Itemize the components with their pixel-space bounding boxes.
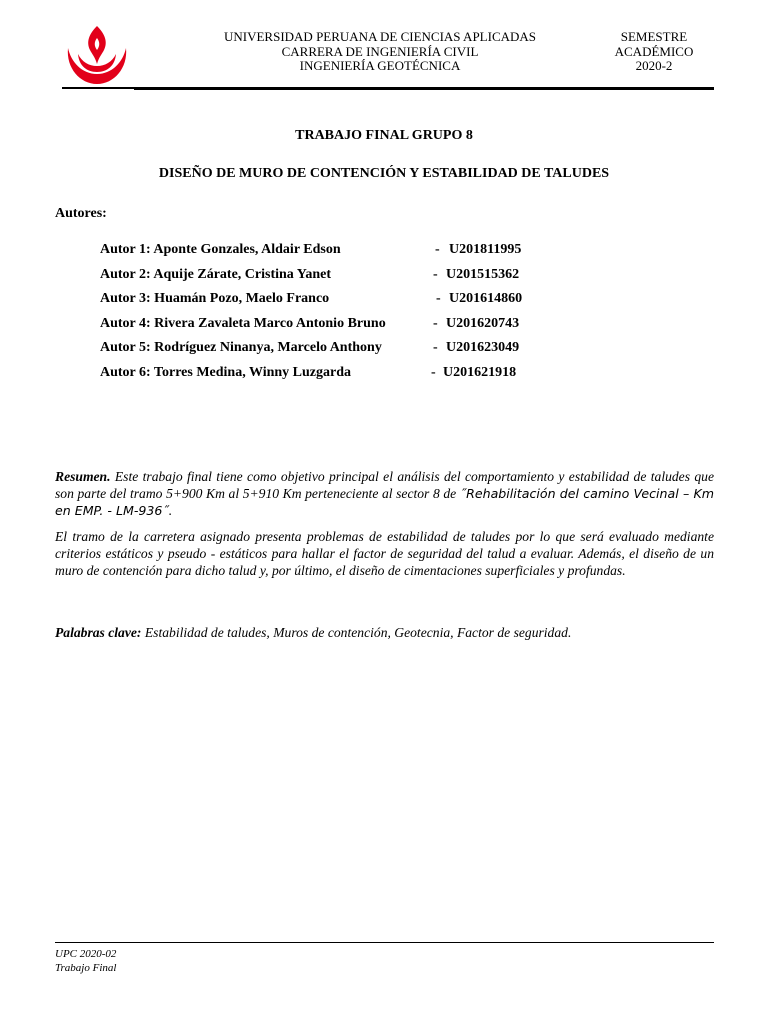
abstract-label: Resumen. xyxy=(55,469,111,484)
author-name: Autor 6: Torres Medina, Winny Luzgarda xyxy=(100,364,352,380)
author-separator: - xyxy=(431,364,436,380)
author-code: U201614860 xyxy=(449,291,523,306)
author-name: Autor 2: Aquije Zárate, Cristina Yanet xyxy=(100,266,331,282)
footer xyxy=(55,947,116,975)
footer-line-1: UPC 2020-02 xyxy=(55,948,117,960)
upc-logo-icon xyxy=(62,24,132,90)
document-subtitle: DISEÑO DE MURO DE CONTENCIÓN Y ESTABILIDAD DE TALUDES xyxy=(158,166,610,181)
keywords-text: Estabilidad de taludes, Muros de contención, Geotecnia, Factor de seguridad. xyxy=(141,625,572,640)
abstract-end: . xyxy=(168,503,173,518)
author-separator: - xyxy=(433,266,438,282)
author-separator: - xyxy=(435,242,440,257)
author-code: U201623049 xyxy=(446,340,520,355)
abstract-paragraph-2: El tramo de la carretera asignado presenta problemas de estabilidad de taludes por lo que será evaluado mediante criterios estáticos y pseudo - estáticos para hallar el factor de seguridad del talud a evaluar. Además, el diseño de un muro de contención para dicho talud y, por último, el diseño de cimentaciones superficiales y profundas. xyxy=(55,529,714,578)
footer-line-2: Trabajo Final xyxy=(55,962,117,974)
header-divider xyxy=(134,87,714,90)
author-code: U201620743 xyxy=(446,315,520,331)
semester-line: SEMESTRE xyxy=(620,29,688,44)
abstract xyxy=(55,468,714,579)
institution-header xyxy=(190,30,570,74)
author-code: U201621918 xyxy=(443,364,517,380)
keywords xyxy=(55,625,571,641)
abstract-quote: ˝Rehabilitación del camino Vecinal – Km en EMP. - LM-936˝ xyxy=(55,486,714,518)
author-name: Autor 5: Rodríguez Ninanya, Marcelo Anthony xyxy=(100,340,382,355)
abstract-text: Este trabajo final tiene como objetivo principal el análisis del comportamiento y estabilidad de taludes que son parte del tramo 5+900 Km al 5+910 Km perteneciente al sector 8 de xyxy=(55,469,714,501)
author-code: U201811995 xyxy=(449,242,522,257)
author-name: Autor 1: Aponte Gonzales, Aldair Edson xyxy=(100,242,341,257)
semester-line: 2020-2 xyxy=(635,58,673,73)
author-code: U201515362 xyxy=(446,266,520,282)
author-name: Autor 4: Rivera Zavaleta Marco Antonio Bruno xyxy=(100,315,386,331)
authors-label: Autores: xyxy=(55,206,107,221)
author-separator: - xyxy=(436,291,441,306)
keywords-label: Palabras clave: xyxy=(55,625,142,640)
institution-line: INGENIERÍA GEOTÉCNICA xyxy=(299,58,461,73)
author-separator: - xyxy=(433,315,438,331)
author-separator: - xyxy=(433,340,438,355)
document-title: TRABAJO FINAL GRUPO 8 xyxy=(295,128,473,143)
abstract-paragraph xyxy=(55,468,714,519)
author-name: Autor 3: Huamán Pozo, Maelo Franco xyxy=(100,291,330,306)
footer-divider xyxy=(55,942,714,943)
institution-line: UNIVERSIDAD PERUANA DE CIENCIAS APLICADAS xyxy=(223,29,537,44)
semester-header xyxy=(604,30,704,74)
semester-line: ACADÉMICO xyxy=(614,43,694,59)
institution-line: CARRERA DE INGENIERÍA CIVIL xyxy=(281,43,479,59)
logo-underline xyxy=(62,87,134,89)
